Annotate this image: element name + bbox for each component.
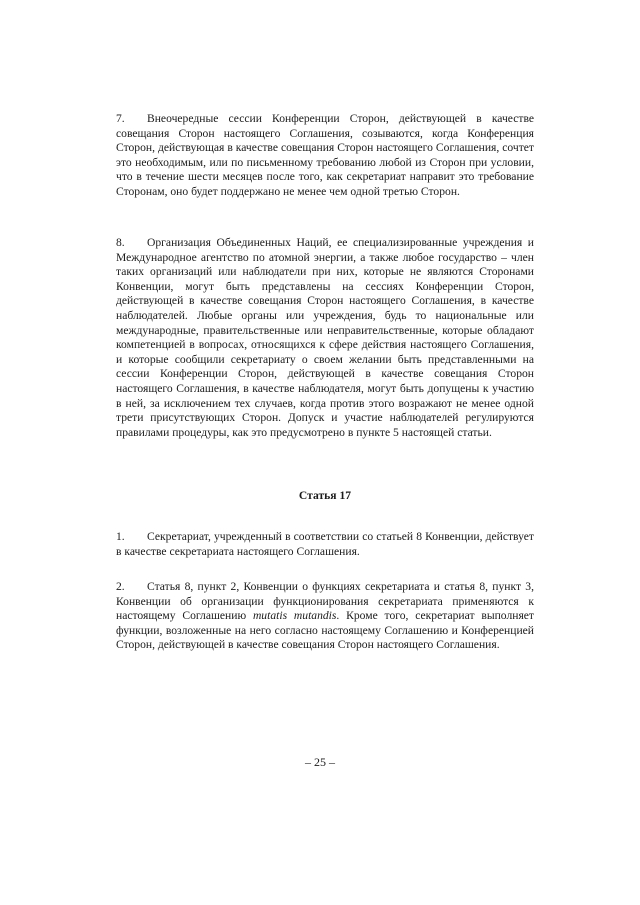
article-paragraph-1 xyxy=(116,530,534,559)
page-number: – 25 – xyxy=(305,755,335,769)
paragraph-text-end: . Кроме того, секретариат выполняет функции, возложенные на него согласно настоящему Соглашению и Конференцией Сторон, действующей в качестве совещания Сторон настоящего Соглашения. xyxy=(116,609,534,652)
paragraph-text: Внеочередные сессии Конференции Сторон, действующей в качестве совещания Сторон настоящего Соглашения, созываются, когда Конференция Сторон, действующая в качестве совещания Сторон настоящего Соглашения, сочтет это необходимым, или по письменному требованию любой из Сторон при условии, что в течение шести месяцев после того, как секретариат направит это требование Сторонам, оно будет поддержано не менее чем одной третью Сторон. xyxy=(116,112,534,198)
paragraph-7 xyxy=(116,112,534,200)
article-paragraph-2 xyxy=(116,580,534,653)
paragraph-number: 2. xyxy=(116,580,125,593)
paragraph-number: 7. xyxy=(116,112,125,125)
article-heading: Статья 17 xyxy=(298,489,352,502)
paragraph-text-start: Статья 8, пункт 2, Конвенции о функциях секретариата и статья 8, пункт 3, Конвенции об организации функционирования секретариата применяются к настоящему Соглашению xyxy=(116,580,534,623)
latin-phrase: mutatis mutandis xyxy=(252,609,337,623)
paragraph-number: 8. xyxy=(116,236,125,249)
paragraph-text: Организация Объединенных Наций, ее специализированные учреждения и Международное агентство по атомной энергии, а также любое государство – член таких организаций или наблюдатели при них, которые не являются Сторонами Конвенции, могут быть представлены на сессиях Конференции Сторон, действующей в качестве совещания Сторон настоящего Соглашения, в качестве наблюдателей. Любые органы или учреждения, будь то национальные или международные, правительственные или неправительственные, которые обладают компетенцией в вопросах, относящихся к сфере действия настоящего Соглашения, и которые сообщили секретариату о своем желании быть представленными на сессии Конференции Сторон, действующей в качестве совещания Сторон настоящего Соглашения, в качестве наблюдателя, могут быть допущены к участию в ней, за исключением тех случаев, когда против этого возражают не менее одной трети присутствующих Сторон. Допуск и участие наблюдателей регулируются правилами процедуры, как это предусмотрено в пункте 5 настоящей статьи. xyxy=(116,236,534,439)
paragraph-8 xyxy=(116,236,534,440)
paragraph-number: 1. xyxy=(116,530,125,543)
paragraph-text: Секретариат, учрежденный в соответствии со статьей 8 Конвенции, действует в качестве секретариата настоящего Соглашения. xyxy=(116,530,534,558)
